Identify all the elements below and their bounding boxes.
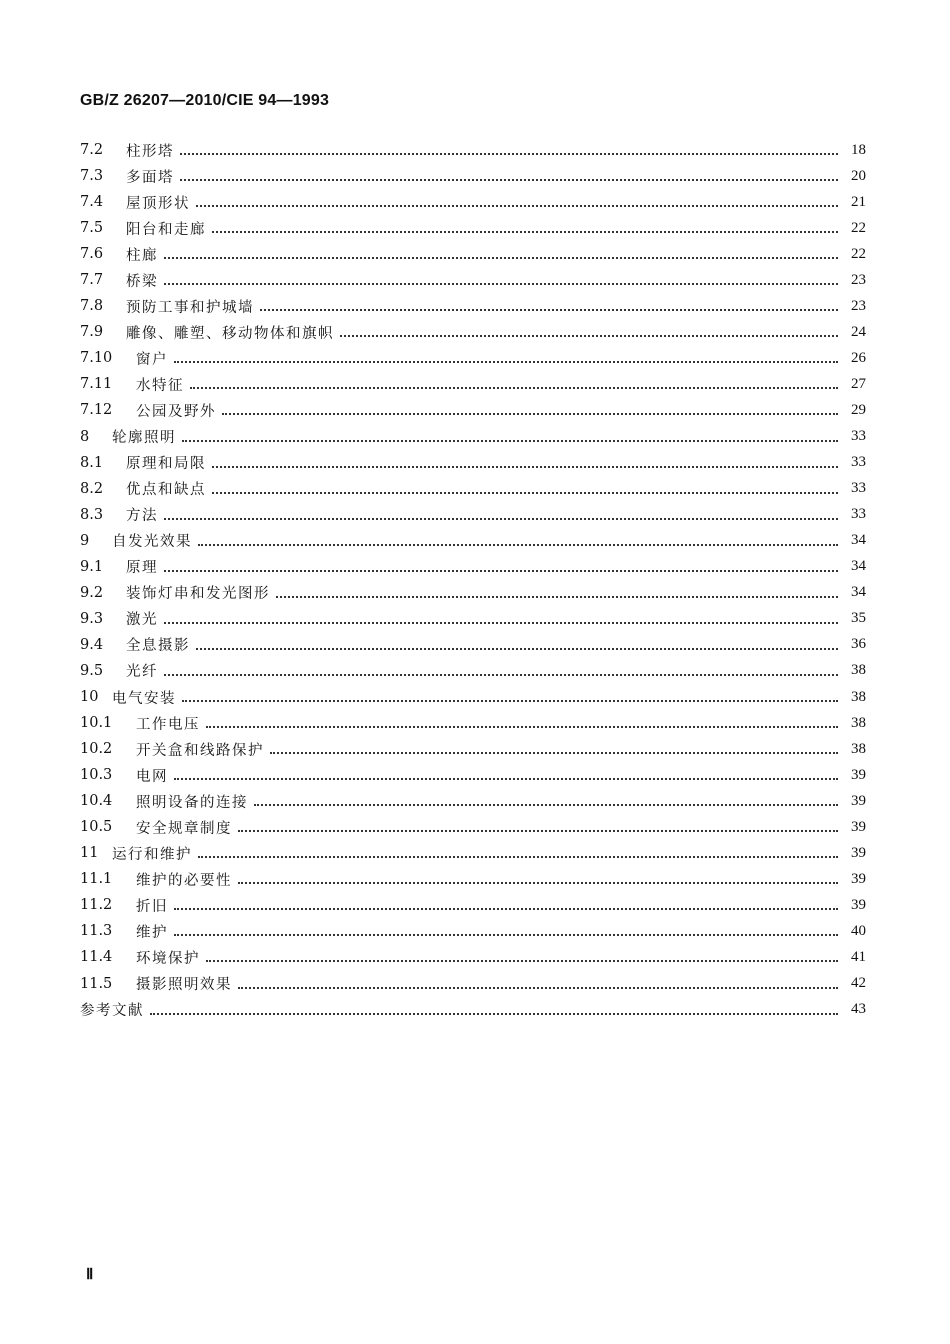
toc-entry-page: 39: [851, 896, 866, 913]
toc-entry: [80, 424, 866, 450]
toc-entry-title: 安全规章制度: [136, 820, 232, 837]
toc-entry-page: 23: [851, 271, 866, 288]
toc-entry-number: 9.2: [80, 584, 104, 601]
toc-entry-title: 激光: [126, 612, 158, 629]
toc-entry-number: 7.4: [80, 194, 104, 211]
toc-entry-title: 多面塔: [126, 169, 174, 186]
toc-leader-dots: [198, 856, 838, 858]
toc-entry-title: 屋顶形状: [126, 195, 190, 212]
toc-leader-dots: [180, 179, 838, 181]
toc-entry-title: 电气安装: [112, 690, 176, 707]
toc-entry-page: 33: [851, 480, 866, 497]
toc-entry-page: 39: [851, 818, 866, 835]
toc-leader-dots: [190, 387, 838, 389]
toc-entry-number: 10.2: [80, 741, 113, 758]
toc-leader-dots: [164, 674, 838, 676]
toc-leader-dots: [174, 361, 838, 363]
toc-leader-dots: [164, 283, 838, 285]
toc-entry-title: 维护的必要性: [136, 872, 232, 889]
toc-entry: [80, 658, 866, 684]
toc-entry: [80, 892, 866, 918]
toc-entry: [80, 163, 866, 189]
toc-entry-number: 7.12: [80, 402, 113, 419]
toc-entry-title: 电网: [136, 768, 168, 785]
toc-entry-title: 环境保护: [136, 950, 200, 967]
toc-entry-number: 11: [80, 845, 99, 862]
toc-entry-number: 7.11: [80, 376, 113, 393]
toc-entry-number: 10.5: [80, 819, 113, 836]
toc-entry-title: 桥梁: [126, 273, 158, 290]
toc-leader-dots: [198, 544, 838, 546]
toc-entry: [80, 241, 866, 267]
toc-entry-title: 优点和缺点: [126, 482, 206, 499]
toc-entry-page: 33: [851, 428, 866, 445]
toc-entry: [80, 606, 866, 632]
toc-entry-title: 轮廓照明: [112, 430, 176, 447]
toc-entry-number: 10: [80, 689, 99, 705]
toc-entry-page: 23: [851, 297, 866, 314]
toc-entry-number: 9: [80, 532, 90, 549]
toc-entry-page: 27: [851, 375, 866, 392]
toc-entry: [80, 580, 866, 606]
toc-entry-page: 43: [851, 1001, 866, 1018]
toc-entry-number: 7.5: [80, 220, 104, 237]
toc-entry-page: 38: [851, 740, 866, 757]
toc-entry-number: 9.5: [80, 662, 104, 679]
toc-entry: [80, 267, 866, 293]
toc-leader-dots: [238, 830, 838, 832]
toc-entry-page: 22: [851, 245, 866, 262]
toc-entry: [80, 215, 866, 241]
toc-entry: [80, 189, 866, 215]
toc-entry-page: 39: [851, 844, 866, 861]
toc-entry-number: 7.3: [80, 168, 104, 185]
toc-entry-title: 装饰灯串和发光图形: [126, 586, 270, 603]
toc-entry-title: 预防工事和护城墙: [126, 299, 254, 316]
toc-entry-number: 10.1: [80, 715, 113, 732]
toc-entry-title: 开关盒和线路保护: [136, 742, 264, 759]
toc-entry-number: 9.3: [80, 610, 104, 627]
toc-entry: [80, 762, 866, 788]
toc-leader-dots: [254, 804, 838, 806]
toc-entry: [80, 319, 866, 345]
toc-entry-number: 7.10: [80, 350, 113, 367]
toc-entry-number: 7.7: [80, 272, 104, 289]
toc-entry-number: 7.6: [80, 246, 104, 263]
toc-leader-dots: [238, 882, 838, 884]
toc-entry-title: 窗户: [136, 351, 168, 368]
toc-leader-dots: [206, 726, 838, 728]
toc-leader-dots: [260, 309, 838, 311]
toc-leader-dots: [212, 231, 838, 233]
toc-entry-number: 11.2: [80, 897, 113, 914]
toc-entry-page: 24: [851, 323, 866, 340]
toc-leader-dots: [164, 622, 838, 624]
toc-entry-page: 39: [851, 792, 866, 809]
toc-entry-page: 22: [851, 219, 866, 236]
toc-leader-dots: [164, 257, 838, 259]
toc-entry-page: 38: [851, 714, 866, 731]
toc-entry-number: 8.3: [80, 506, 104, 523]
toc-entry-title: 自发光效果: [112, 534, 192, 551]
toc-entry-title: 水特征: [136, 377, 184, 394]
toc-entry-number: 7.9: [80, 324, 104, 341]
toc-entry: [80, 866, 866, 892]
toc-entry-page: 34: [851, 584, 866, 601]
toc-leader-dots: [182, 440, 838, 442]
toc-entry-title: 阳台和走廊: [126, 221, 206, 238]
toc-leader-dots: [212, 492, 838, 494]
toc-leader-dots: [174, 778, 838, 780]
toc-entry-number: 11.1: [80, 871, 113, 888]
toc-leader-dots: [270, 752, 838, 754]
toc-entry-number: 7.8: [80, 298, 104, 315]
toc-entry: [80, 476, 866, 502]
toc-entry-page: 39: [851, 870, 866, 887]
toc-entry: [80, 814, 866, 840]
toc-entry-title: 摄影照明效果: [136, 977, 232, 994]
document-header: GB/Z 26207—2010/CIE 94—1993: [80, 92, 330, 109]
toc-entry: [80, 997, 866, 1023]
toc-entry-page: 29: [851, 401, 866, 418]
toc-entry-page: 35: [851, 610, 866, 627]
toc-entry-number: 8: [80, 428, 90, 445]
toc-leader-dots: [174, 908, 838, 910]
toc-leader-dots: [150, 1013, 838, 1015]
toc-entry-title: 公园及野外: [136, 403, 216, 420]
toc-entry-title: 维护: [136, 924, 168, 941]
toc-leader-dots: [206, 960, 838, 962]
toc-leader-dots: [238, 987, 838, 989]
toc-entry-page: 38: [851, 662, 866, 679]
toc-entry-page: 34: [851, 558, 866, 575]
toc-entry-title: 原理和局限: [126, 456, 206, 473]
toc-entry-title: 运行和维护: [112, 846, 192, 863]
toc-entry: [80, 632, 866, 658]
toc-leader-dots: [222, 413, 838, 415]
toc-entry-title: 折旧: [136, 898, 168, 915]
toc-entry-page: 40: [851, 922, 866, 939]
toc-entry: [80, 840, 866, 866]
toc-leader-dots: [276, 596, 838, 598]
toc-leader-dots: [182, 700, 838, 702]
toc-leader-dots: [174, 934, 838, 936]
toc-entry-title: 照明设备的连接: [136, 794, 248, 811]
toc-entry-page: 36: [851, 636, 866, 653]
toc-entry: [80, 736, 866, 762]
toc-entry-page: 26: [851, 349, 866, 366]
toc-entry: [80, 944, 866, 970]
toc-entry: [80, 710, 866, 736]
toc-entry-page: 21: [851, 193, 866, 210]
toc-entry: [80, 684, 866, 710]
toc-entry-title: 方法: [126, 508, 158, 525]
toc-entry-page: 20: [851, 167, 866, 184]
toc-entry-number: 8.2: [80, 480, 104, 497]
toc-entry-page: 33: [851, 506, 866, 523]
toc-entry: [80, 450, 866, 476]
toc-entry-title: 光纤: [126, 664, 158, 681]
toc-leader-dots: [212, 466, 838, 468]
toc-entry-number: 11.3: [80, 923, 113, 940]
toc-entry: [80, 502, 866, 528]
toc-entry: [80, 293, 866, 319]
toc-entry: [80, 971, 866, 997]
toc-entry-title: 雕像、雕塑、移动物体和旗帜: [126, 325, 334, 342]
toc-entry: [80, 371, 866, 397]
toc-entry-title: 原理: [126, 560, 158, 577]
toc-leader-dots: [196, 648, 838, 650]
toc-entry-number: 10.4: [80, 793, 113, 810]
toc-leader-dots: [340, 335, 838, 337]
toc-entry-page: 42: [851, 975, 866, 992]
toc-entry-number: 9.1: [80, 558, 104, 575]
toc-entry-title: 全息摄影: [126, 638, 190, 655]
toc-entry-number: 9.4: [80, 636, 104, 653]
table-of-contents: [80, 137, 866, 1023]
toc-entry-number: 8.1: [80, 454, 104, 471]
toc-entry-page: 34: [851, 532, 866, 549]
toc-entry-page: 33: [851, 454, 866, 471]
toc-leader-dots: [164, 570, 838, 572]
toc-entry-title: 柱形塔: [126, 143, 174, 160]
toc-entry-page: 18: [851, 141, 866, 158]
toc-entry-title: 工作电压: [136, 716, 200, 733]
toc-entry: [80, 397, 866, 423]
toc-entry-page: 38: [851, 688, 866, 705]
toc-entry: [80, 137, 866, 163]
toc-entry-page: 41: [851, 948, 866, 965]
toc-entry: [80, 788, 866, 814]
toc-entry: [80, 528, 866, 554]
toc-entry: [80, 345, 866, 371]
toc-entry-title: 柱廊: [126, 247, 158, 264]
toc-entry-page: 39: [851, 766, 866, 783]
toc-entry-number: 11.5: [80, 975, 113, 992]
toc-entry-number: 7.2: [80, 142, 104, 159]
toc-leader-dots: [164, 518, 838, 520]
page-number: Ⅱ: [86, 1267, 94, 1283]
toc-entry: [80, 554, 866, 580]
toc-leader-dots: [180, 153, 838, 155]
toc-leader-dots: [196, 205, 838, 207]
toc-entry-number: 11.4: [80, 949, 113, 966]
toc-entry: [80, 918, 866, 944]
toc-entry-title: 参考文献: [80, 1003, 144, 1020]
toc-entry-number: 10.3: [80, 767, 113, 784]
